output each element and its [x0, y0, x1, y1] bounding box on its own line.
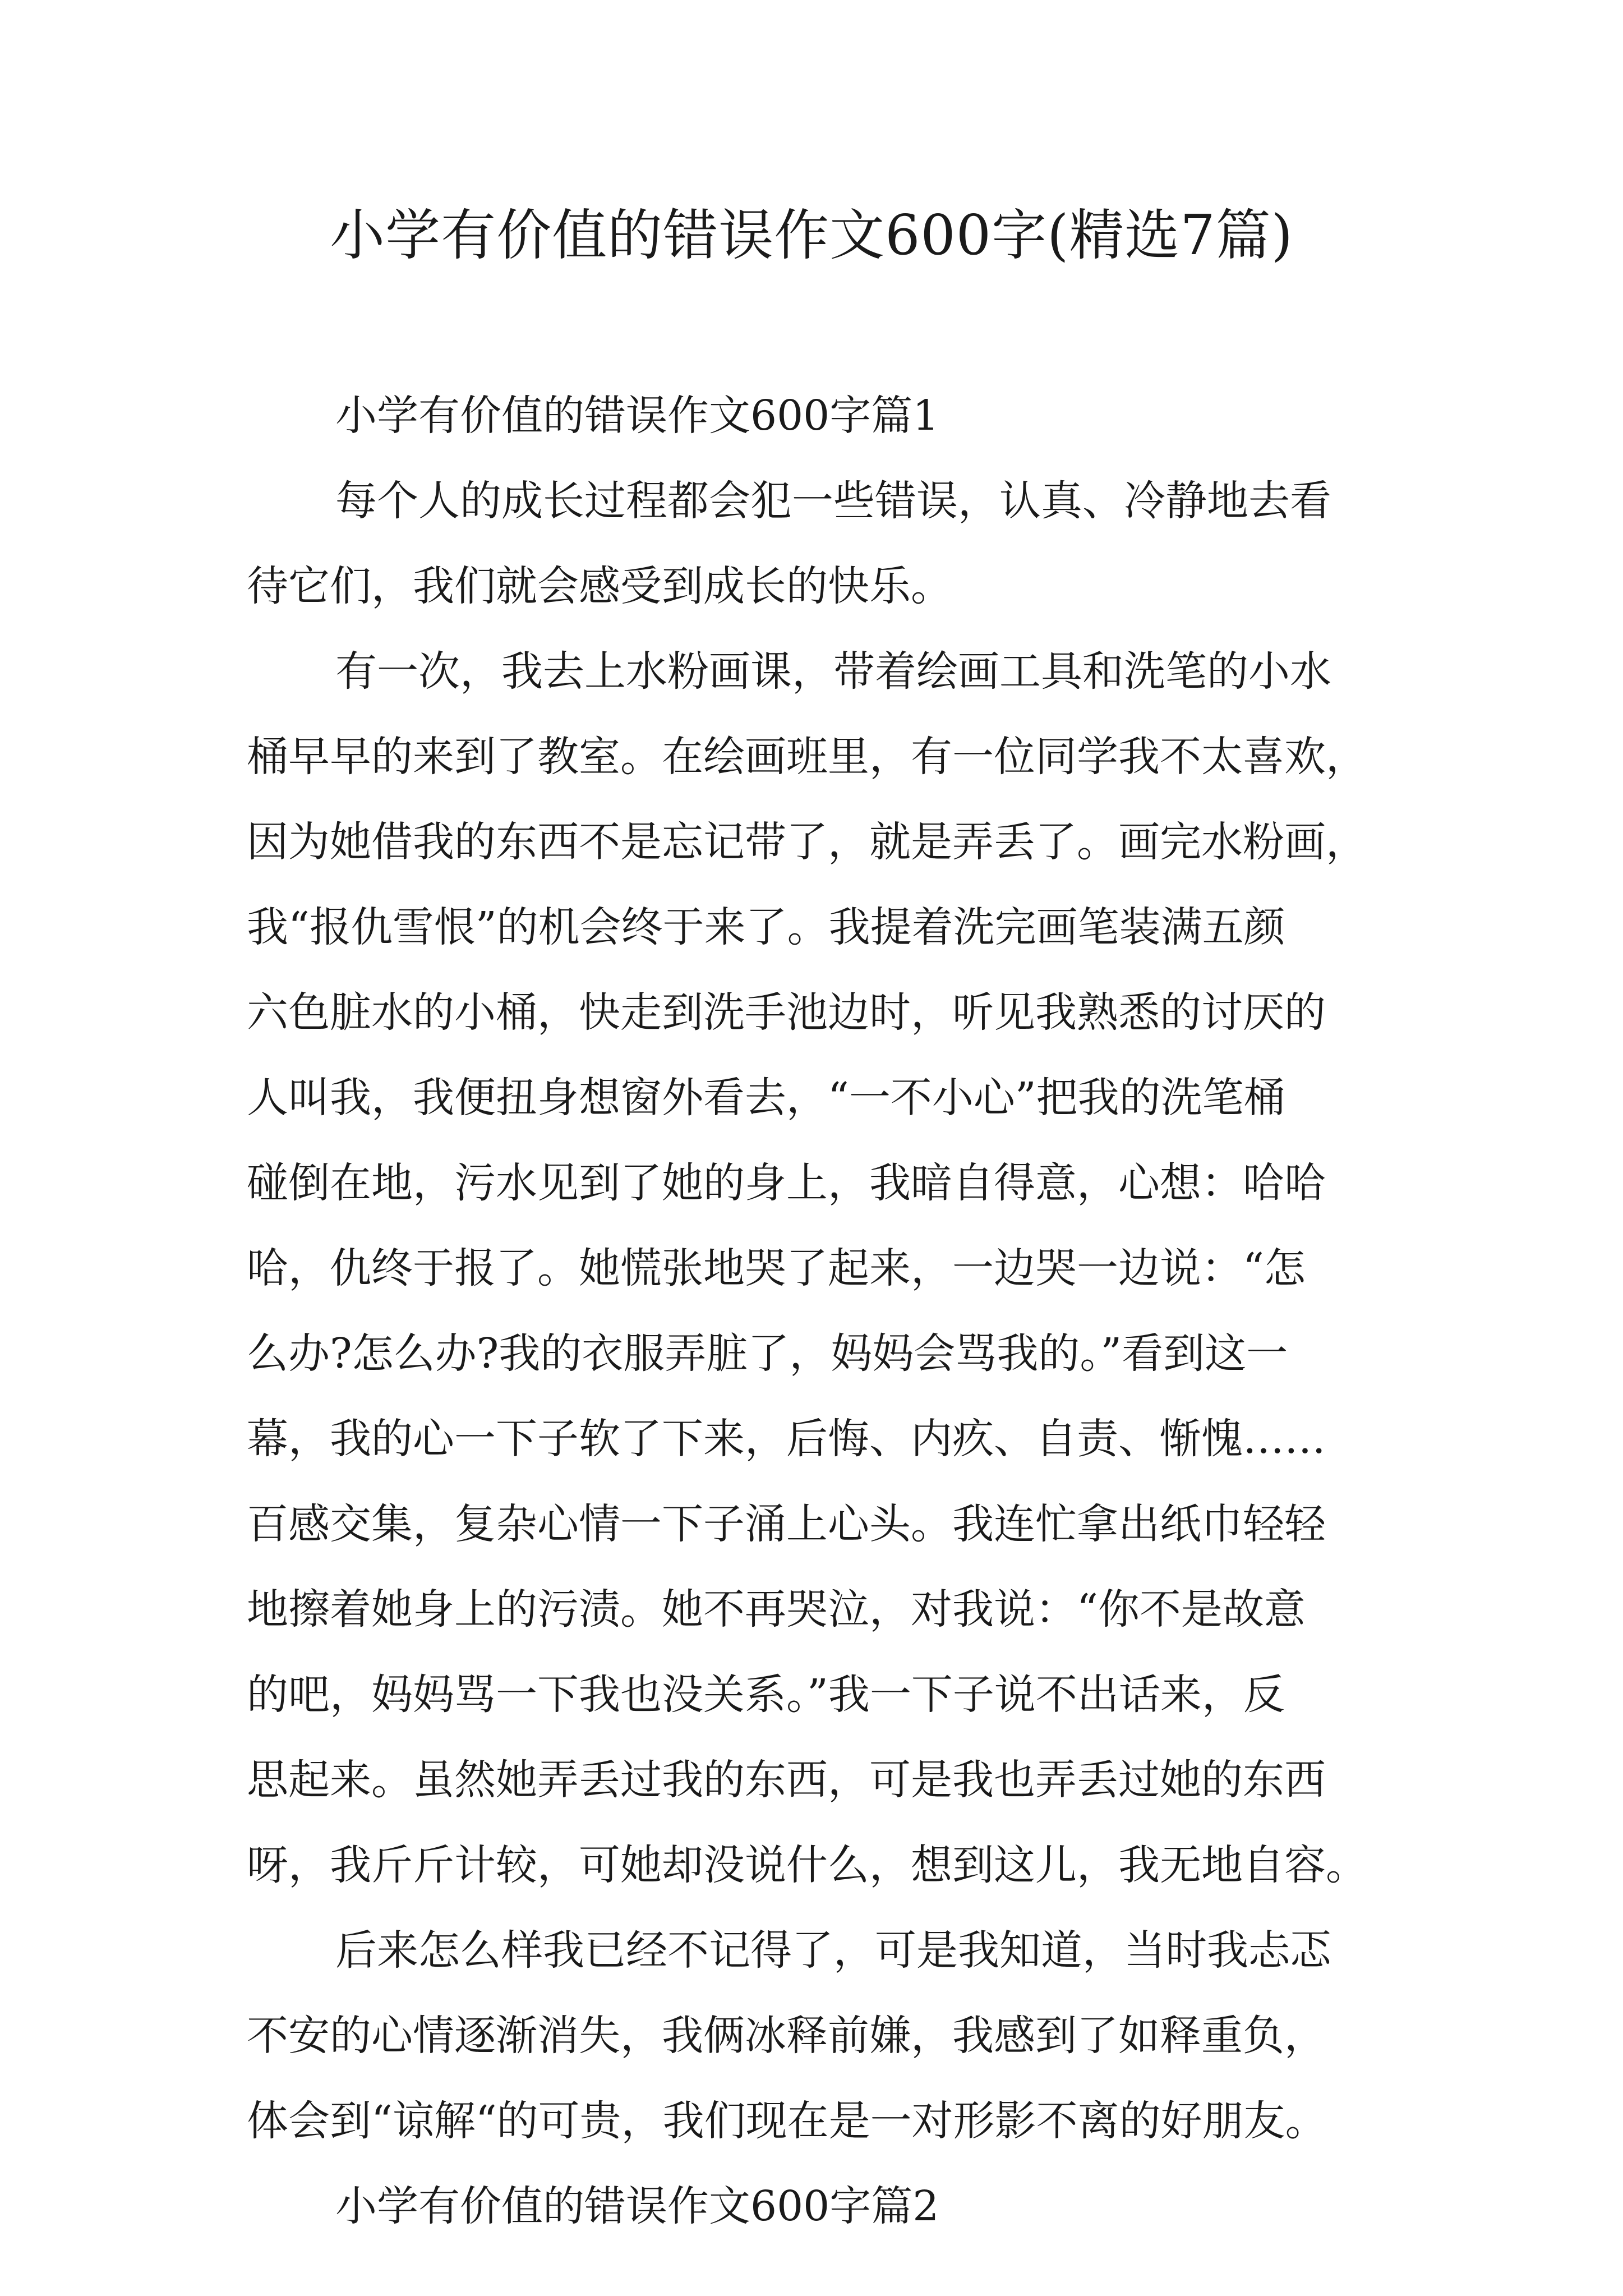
paragraph-line: 桶早早的来到了教室。在绘画班里，有一位同学我不太喜欢， [247, 733, 1367, 781]
paragraph-line: 六色脏水的小桶，快走到洗手池边时，听见我熟悉的讨厌的 [247, 988, 1326, 1037]
paragraph-line: 呀，我斤斤计较，可她却没说什么，想到这儿，我无地自容。 [247, 1841, 1367, 1889]
paragraph-line: 因为她借我的东西不是忘记带了，就是弄丢了。画完水粉画， [247, 818, 1367, 866]
paragraph-line: 不安的心情逐渐消失，我俩冰释前嫌，我感到了如释重负， [247, 2012, 1326, 2060]
paragraph-line: 体会到“谅解“的可贵，我们现在是一对形影不离的好朋友。 [247, 2097, 1327, 2145]
paragraph-line: 地擦着她身上的污渍。她不再哭泣，对我说：“你不是故意 [247, 1585, 1306, 1634]
paragraph-line: 百感交集，复杂心情一下子涌上心头。我连忙拿出纸巾轻轻 [247, 1500, 1326, 1548]
paragraph-line: 后来怎么样我已经不记得了，可是我知道，当时我忐忑 [335, 1926, 1331, 1975]
section-heading: 小学有价值的错误作文600字篇2 [335, 2182, 939, 2230]
paragraph-line: 人叫我，我便扭身想窗外看去，“一不小心”把我的洗笔桶 [247, 1074, 1285, 1122]
paragraph-line: 的吧，妈妈骂一下我也没关系。”我一下子说不出话来，反 [247, 1671, 1285, 1719]
paragraph-line: 思起来。虽然她弄丢过我的东西，可是我也弄丢过她的东西 [247, 1756, 1326, 1804]
document-body [247, 373, 1380, 2249]
document-title: 小学有价值的错误作文600字(精选7篇) [330, 204, 1293, 268]
section-heading: 小学有价值的错误作文600字篇1 [335, 392, 939, 440]
paragraph-line: 碰倒在地，污水见到了她的身上，我暗自得意，心想：哈哈 [247, 1159, 1326, 1207]
paragraph-line: 有一次，我去上水粉画课，带着绘画工具和洗笔的小水 [335, 647, 1331, 696]
paragraph-line: 幕，我的心一下子软了下来，后悔、内疚、自责、惭愧…… [247, 1415, 1326, 1463]
paragraph-line: 么办?怎么办?我的衣服弄脏了，妈妈会骂我的。”看到这一 [247, 1329, 1288, 1378]
paragraph-line: 每个人的成长过程都会犯一些错误，认真、冷静地去看 [335, 477, 1331, 525]
paragraph-line: 我“报仇雪恨”的机会终于来了。我提着洗完画笔装满五颜 [247, 903, 1285, 951]
paragraph-line: 哈，仇终于报了。她慌张地哭了起来，一边哭一边说：“怎 [247, 1244, 1306, 1292]
paragraph-line: 待它们，我们就会感受到成长的快乐。 [247, 562, 952, 610]
